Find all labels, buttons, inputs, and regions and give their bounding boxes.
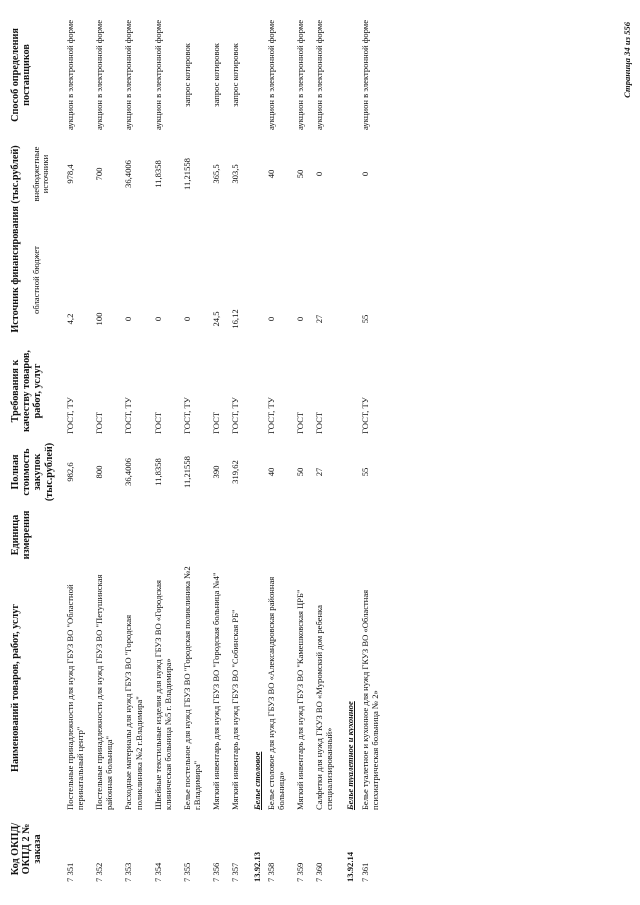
row-regional-budget: 0	[182, 316, 192, 322]
row-requirements: ГОСТ	[294, 411, 305, 434]
row-cost: 800	[94, 465, 105, 479]
row-cost: 36,4006	[123, 458, 134, 486]
group-name: Белье столовое	[251, 751, 262, 810]
row-name: Белье постельное для нужд ГБУЗ ВО "Городская поликлиника №2 г.Владимира"	[182, 566, 203, 810]
row-unit	[178, 507, 207, 563]
row-regional-budget: 0	[123, 316, 134, 322]
group-name: Белье туалетное и кухонное	[345, 701, 356, 810]
row-code: 7 352	[94, 862, 105, 882]
row-cost: 50	[294, 467, 305, 477]
row-name: Расходные материалы для нужд ГБУЗ ВО "Городская поликлиника №2 г.Владимира"	[123, 614, 144, 810]
table-row	[207, 17, 226, 885]
row-offbudget: 365,5	[211, 164, 222, 184]
row-spacer	[119, 215, 148, 293]
header-unit: Единица измерения	[10, 510, 33, 560]
row-name: Швейные текстильные изделия для нужд ГБУЗ ВО «Городская клиническая больница №5 г. Владимира»	[152, 580, 173, 810]
row-requirements: ГОСТ	[314, 411, 325, 434]
row-requirements: ГОСТ, ТУ	[182, 397, 192, 434]
row-regional-budget: 16,12	[230, 309, 241, 329]
row-spacer	[90, 215, 119, 293]
header-source-regional: областной бюджет	[31, 246, 42, 314]
row-unit	[149, 507, 178, 563]
row-cost: 27	[314, 467, 325, 477]
row-spacer	[262, 215, 291, 293]
row-unit	[207, 507, 226, 563]
row-unit	[310, 507, 339, 563]
row-method: аукцион в электронной форме	[94, 19, 105, 130]
row-unit	[61, 507, 90, 563]
table-row	[178, 17, 207, 885]
row-method: запрос котировок	[230, 43, 241, 107]
group-row	[339, 17, 355, 885]
row-offbudget: 978,4	[64, 164, 75, 184]
row-name: Постельные принадлежности для нужд ГБУЗ ВО "Областной перинатальный центр"	[64, 584, 86, 810]
row-requirements: ГОСТ	[94, 411, 105, 434]
table-row	[356, 17, 385, 885]
table-row	[61, 17, 90, 885]
row-unit	[262, 507, 291, 563]
table-row	[90, 17, 119, 885]
row-code: 7 353	[123, 862, 134, 882]
row-spacer	[310, 215, 339, 293]
row-requirements: ГОСТ, ТУ	[359, 397, 370, 434]
row-regional-budget: 0	[152, 316, 163, 322]
table-body	[61, 17, 385, 885]
procurement-table	[8, 17, 385, 885]
row-unit	[119, 507, 148, 563]
group-code: 13.92.13	[251, 851, 262, 882]
row-regional-budget: 55	[359, 314, 370, 324]
row-cost: 390	[211, 465, 222, 479]
header-source: Источник финансирования (тыс.рублей)	[10, 145, 21, 333]
row-offbudget: 11,8358	[152, 160, 163, 188]
header-method: Способ определения поставщиков	[10, 28, 33, 122]
row-offbudget: 700	[94, 167, 105, 181]
row-unit	[90, 507, 119, 563]
row-offbudget: 40	[265, 169, 276, 179]
table-row	[262, 17, 291, 885]
row-offbudget: 50	[294, 169, 305, 179]
row-regional-budget: 0	[265, 316, 276, 322]
row-method: аукцион в электронной форме	[314, 19, 325, 130]
table-row	[291, 17, 310, 885]
row-spacer	[356, 215, 385, 293]
row-requirements: ГОСТ	[211, 411, 222, 434]
row-code: 7 361	[359, 862, 370, 882]
row-offbudget: 0	[359, 171, 370, 177]
header-source-offbudget: внебюджетные источники	[31, 146, 51, 202]
row-code: 7 359	[294, 862, 305, 882]
row-offbudget: 0	[314, 171, 325, 177]
row-offbudget: 36,4006	[123, 160, 134, 188]
row-spacer	[149, 215, 178, 293]
group-code: 13.92.14	[345, 851, 356, 882]
row-name: Салфетки для нужд ГКУЗ ВО «Муромский дом ребенка специализированный»	[314, 605, 335, 810]
header-cost: Полная стоимость закупок (тыс.рублей)	[10, 442, 55, 502]
row-unit	[226, 507, 245, 563]
row-name: Мягкий инвентарь для нужд ГБУЗ ВО "Городская больница №4"	[211, 572, 222, 810]
row-code: 7 356	[211, 862, 222, 882]
row-cost: 40	[265, 467, 276, 477]
row-method: запрос котировок	[211, 43, 222, 107]
row-name: Белье столовое для нужд ГБУЗ ВО «Александровская районная больница»	[265, 576, 286, 810]
row-cost: 319,62	[230, 460, 241, 484]
row-spacer	[207, 215, 226, 293]
row-spacer	[226, 215, 245, 293]
row-code: 7 357	[230, 862, 241, 882]
row-code: 7 355	[182, 862, 192, 882]
header-code: Код ОКПД/ ОКПД 2 № заказа	[10, 822, 44, 876]
row-requirements: ГОСТ, ТУ	[64, 397, 75, 434]
row-name: Мягкий инвентарь для нужд ГБУЗ ВО "Камешковская ЦРБ"	[294, 589, 305, 810]
row-code: 7 351	[64, 862, 75, 882]
row-regional-budget: 24,5	[211, 311, 222, 327]
row-regional-budget: 27	[314, 314, 325, 324]
group-row	[246, 17, 262, 885]
row-spacer	[61, 215, 90, 293]
row-spacer	[291, 215, 310, 293]
header-requirements: Требования к качеству товаров, работ, услуг	[10, 350, 44, 432]
row-method: аукцион в электронной форме	[152, 19, 163, 130]
row-code: 7 358	[265, 862, 276, 882]
table-row	[149, 17, 178, 885]
table-header	[8, 17, 61, 885]
row-requirements: ГОСТ, ТУ	[123, 397, 134, 434]
row-method: аукцион в электронной форме	[265, 19, 276, 130]
row-requirements: ГОСТ, ТУ	[265, 397, 276, 434]
page-number: Страница 34 из 556	[622, 22, 632, 98]
row-cost: 11,8358	[152, 458, 163, 486]
row-spacer	[178, 215, 207, 293]
row-code: 7 354	[152, 862, 163, 882]
row-cost: 982,6	[64, 462, 75, 482]
row-regional-budget: 4,2	[64, 313, 75, 325]
row-method: аукцион в электронной форме	[64, 19, 75, 130]
header-name: Наименований товаров, работ, услуг	[10, 604, 21, 772]
table-row	[310, 17, 339, 885]
row-unit	[291, 507, 310, 563]
row-offbudget: 303,5	[230, 164, 241, 184]
table-row	[119, 17, 148, 885]
row-name: Постельные принадлежности для нужд ГБУЗ ВО "Петушинская районная больница"	[94, 574, 115, 810]
row-code: 7 360	[314, 862, 325, 882]
row-offbudget: 11,21558	[182, 158, 192, 190]
row-unit	[356, 507, 385, 563]
row-requirements: ГОСТ, ТУ	[230, 397, 241, 434]
row-method: аукцион в электронной форме	[123, 19, 134, 130]
table-row	[226, 17, 245, 885]
row-method: аукцион в электронной форме	[359, 19, 370, 130]
row-method: аукцион в электронной форме	[294, 19, 305, 130]
row-method: запрос котировок	[182, 43, 192, 107]
row-regional-budget: 0	[294, 316, 305, 322]
row-name: Мягкий инвентарь для нужд ГБУЗ ВО "Собинская РБ"	[230, 609, 241, 810]
row-cost: 55	[359, 467, 370, 477]
row-regional-budget: 100	[94, 312, 105, 326]
row-requirements: ГОСТ	[152, 411, 163, 434]
row-name: Белье туалетное и кухонное для нужд ГКУЗ ВО «Областная психиатрическая больница № 2»	[359, 589, 380, 810]
row-cost: 11,21558	[182, 456, 192, 488]
